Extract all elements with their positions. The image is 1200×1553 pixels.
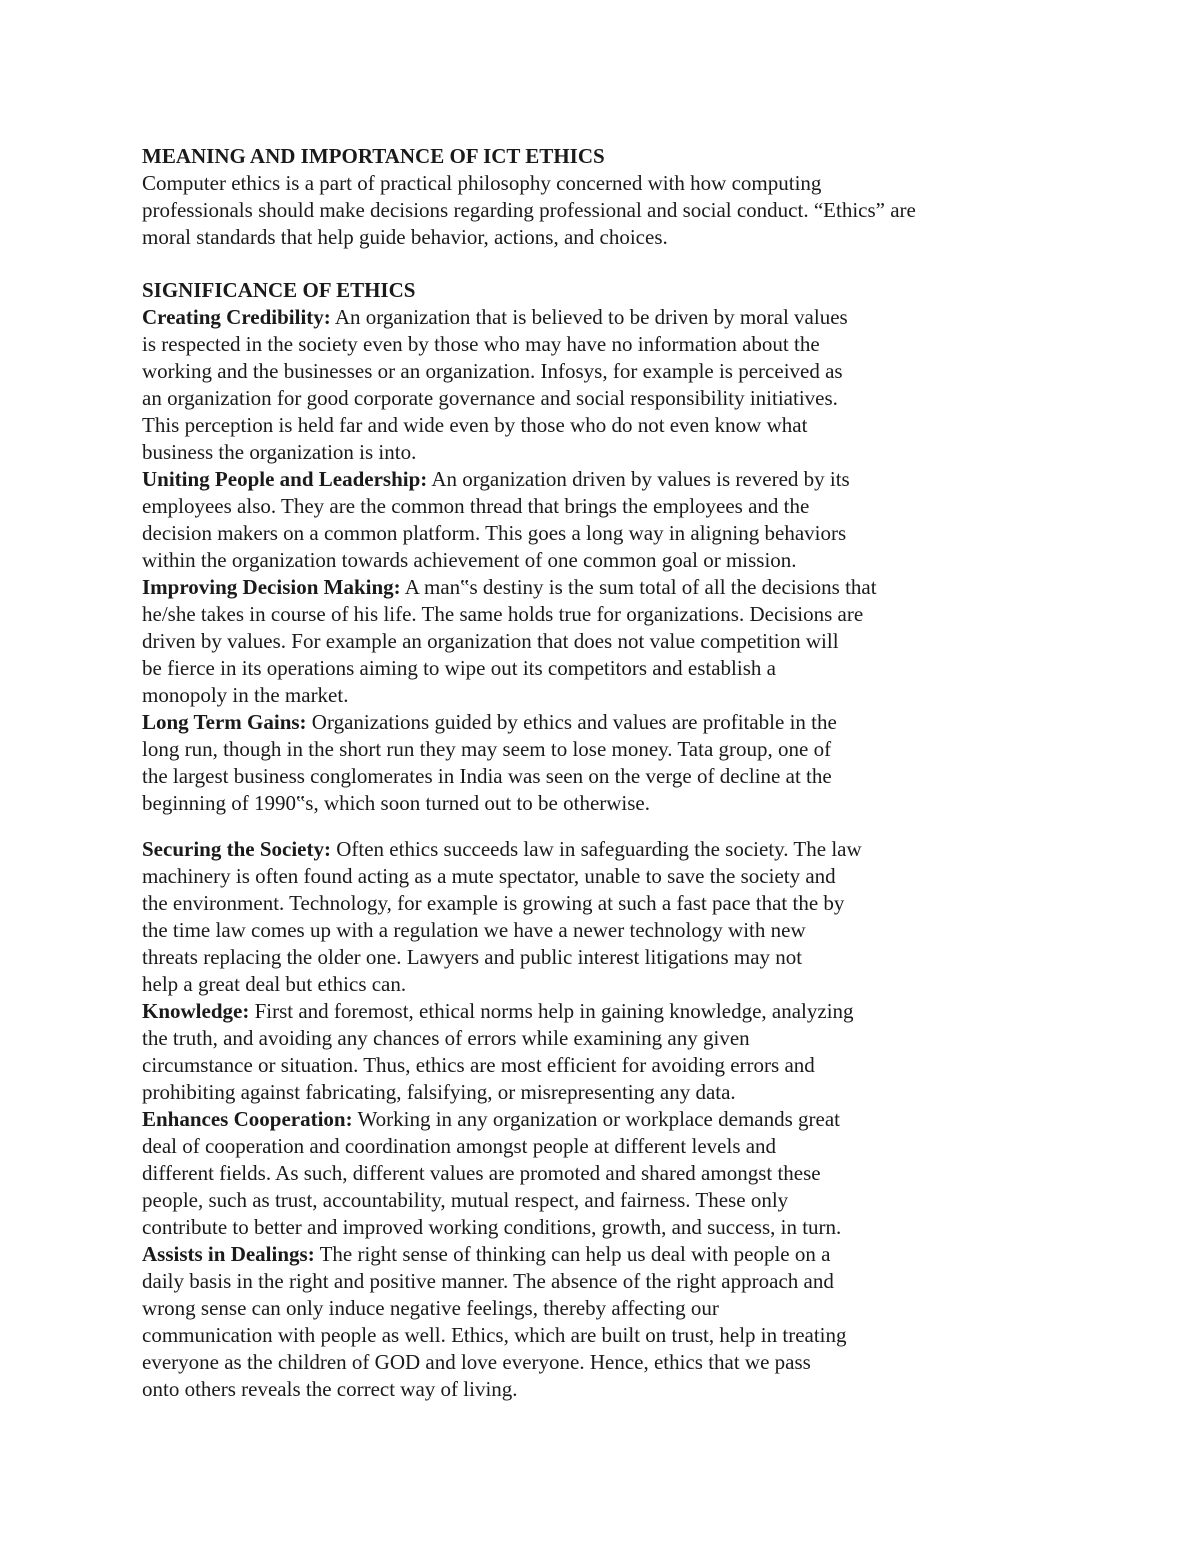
paragraph-line: be fierce in its operations aiming to wipe out its competitors and establish a [142,656,776,680]
paragraph-line [142,836,1042,863]
paragraph-line: decision makers on a common platform. This goes a long way in aligning behaviors [142,521,847,545]
intro-section [142,143,1042,251]
intro-line: moral standards that help guide behavior, actions, and choices. [142,225,668,249]
term-long-term-gains: Long Term Gains: [142,710,307,734]
paragraph-line: onto others reveals the correct way of living. [142,1377,518,1401]
paragraph-line: the truth, and avoiding any chances of errors while examining any given [142,1026,750,1050]
paragraph-line: an organization for good corporate governance and social responsibility initiatives. [142,386,838,410]
paragraph-text: Working in any organization or workplace demands great [352,1107,840,1131]
paragraph-line [142,1241,1042,1268]
paragraph-text: The right sense of thinking can help us deal with people on a [314,1242,831,1266]
term-knowledge: Knowledge: [142,999,250,1023]
paragraph-line: different fields. As such, different values are promoted and shared amongst these [142,1161,821,1185]
term-creating-credibility: Creating Credibility: [142,305,331,329]
paragraph-line [142,466,1042,493]
paragraph-text: A man‟s destiny is the sum total of all the decisions that [400,575,877,599]
paragraph-line [142,1106,1042,1133]
paragraph-line: driven by values. For example an organization that does not value competition will [142,629,839,653]
paragraph-line: the time law comes up with a regulation we have a newer technology with new [142,918,806,942]
paragraph-text: An organization that is believed to be driven by moral values [330,305,848,329]
paragraph-line: the largest business conglomerates in India was seen on the verge of decline at the [142,764,832,788]
significance-continued-section [142,836,1042,1403]
paragraph-line: people, such as trust, accountability, mutual respect, and fairness. These only [142,1188,789,1212]
paragraph-line [142,574,1042,601]
paragraph-line: circumstance or situation. Thus, ethics are most efficient for avoiding errors and [142,1053,815,1077]
paragraph-line: business the organization is into. [142,440,417,464]
paragraph-line: monopoly in the market. [142,683,349,707]
intro-line: professionals should make decisions regarding professional and social conduct. “Ethics” are [142,198,916,222]
paragraph-text: Organizations guided by ethics and values are profitable in the [306,710,837,734]
paragraph-line: communication with people as well. Ethics, which are built on trust, help in treating [142,1323,847,1347]
section-title-significance: SIGNIFICANCE OF ETHICS [142,278,416,302]
intro-line: Computer ethics is a part of practical philosophy concerned with how computing [142,171,822,195]
paragraph-line: threats replacing the older one. Lawyers and public interest litigations may not [142,945,803,969]
paragraph-text: First and foremost, ethical norms help in gaining knowledge, analyzing [249,999,854,1023]
term-enhances-cooperation: Enhances Cooperation: [142,1107,353,1131]
term-uniting-people: Uniting People and Leadership: [142,467,428,491]
paragraph-line [142,709,1042,736]
paragraph-line: wrong sense can only induce negative feelings, thereby affecting our [142,1296,719,1320]
paragraph-line: long run, though in the short run they may seem to lose money. Tata group, one of [142,737,832,761]
paragraph-line: he/she takes in course of his life. The same holds true for organizations. Decisions are [142,602,864,626]
paragraph-line [142,304,1042,331]
paragraph-text: An organization driven by values is revered by its [427,467,850,491]
paragraph-line: deal of cooperation and coordination amongst people at different levels and [142,1134,777,1158]
paragraph-text: Often ethics succeeds law in safeguarding the society. The law [330,837,862,861]
paragraph-line: daily basis in the right and positive manner. The absence of the right approach and [142,1269,834,1293]
paragraph-line: within the organization towards achievement of one common goal or mission. [142,548,797,572]
paragraph-line [142,998,1042,1025]
term-securing-society: Securing the Society: [142,837,331,861]
paragraph-line: working and the businesses or an organization. Infosys, for example is perceived as [142,359,843,383]
paragraph-line: contribute to better and improved working conditions, growth, and success, in turn. [142,1215,842,1239]
significance-section [142,277,1042,817]
paragraph-line: everyone as the children of GOD and love everyone. Hence, ethics that we pass [142,1350,811,1374]
section-title-meaning: MEANING AND IMPORTANCE OF ICT ETHICS [142,144,605,168]
paragraph-line: beginning of 1990‟s, which soon turned out to be otherwise. [142,791,650,815]
paragraph-line: machinery is often found acting as a mute spectator, unable to save the society and [142,864,836,888]
paragraph-line: is respected in the society even by those who may have no information about the [142,332,820,356]
paragraph-line: employees also. They are the common thread that brings the employees and the [142,494,810,518]
term-assists-in-dealings: Assists in Dealings: [142,1242,315,1266]
term-improving-decision-making: Improving Decision Making: [142,575,401,599]
paragraph-line: This perception is held far and wide even by those who do not even know what [142,413,808,437]
paragraph-line: help a great deal but ethics can. [142,972,407,996]
paragraph-line: the environment. Technology, for example is growing at such a fast pace that the by [142,891,845,915]
paragraph-line: prohibiting against fabricating, falsifying, or misrepresenting any data. [142,1080,736,1104]
